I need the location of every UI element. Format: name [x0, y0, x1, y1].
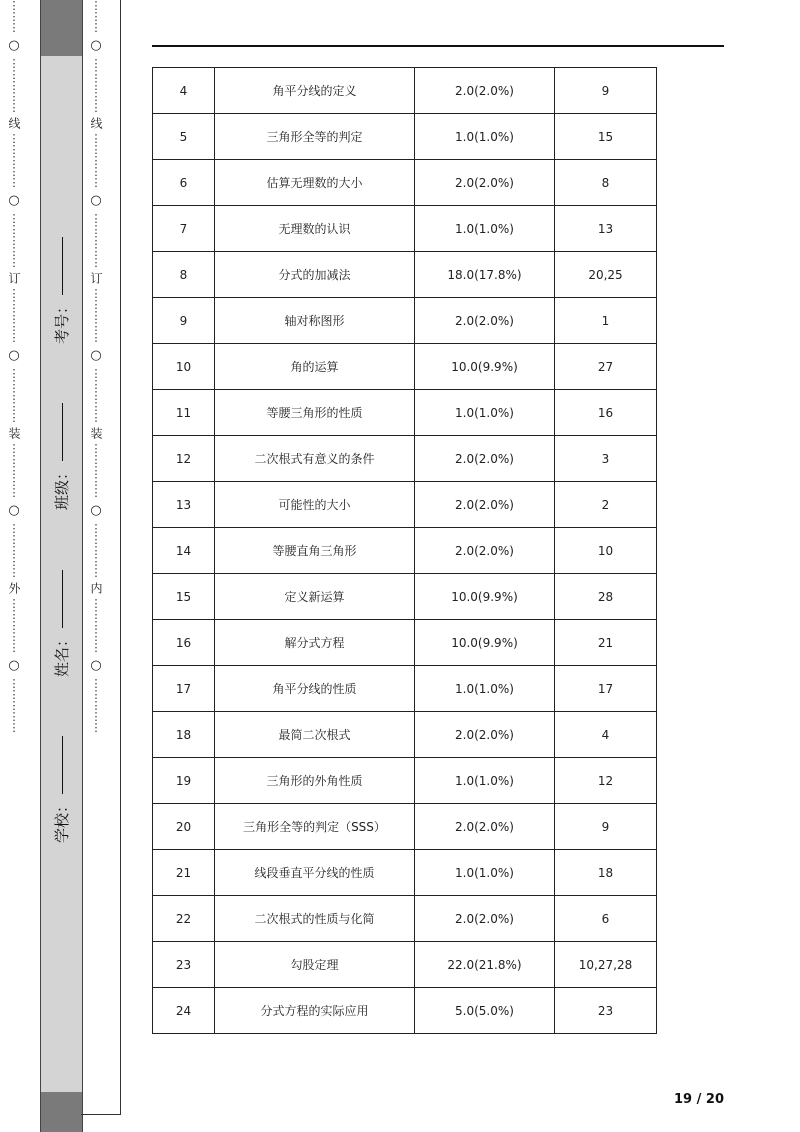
dot-separator: ⋮	[8, 154, 20, 167]
knowledge-point-cell: 角平分线的性质	[215, 666, 415, 712]
dot-separator: ⋮	[90, 442, 102, 455]
dot-separator: ⋮	[90, 132, 102, 145]
dot-separator: ⋮	[8, 223, 20, 236]
table-row	[153, 206, 657, 252]
dot-separator: ⋮	[8, 176, 20, 189]
knowledge-point-cell: 无理数的认识	[215, 206, 415, 252]
question-numbers-cell: 6	[555, 896, 657, 942]
score-percentage-cell: 10.0(9.9%)	[415, 574, 555, 620]
dot-separator: ⋮	[90, 101, 102, 114]
knowledge-point-cell: 三角形全等的判定（SSS）	[215, 804, 415, 850]
dot-separator: ⋮	[8, 143, 20, 156]
row-number-cell: 12	[153, 436, 215, 482]
dot-separator: ⋮	[90, 566, 102, 579]
dot-separator: ⋮	[8, 101, 20, 114]
knowledge-point-cell: 分式方程的实际应用	[215, 988, 415, 1034]
dot-separator: ⋮	[90, 522, 102, 535]
circle-mark-icon: ○	[90, 38, 102, 53]
dot-separator: ⋮	[90, 630, 102, 643]
dot-separator: ⋮	[90, 367, 102, 380]
dot-separator: ⋮	[90, 486, 102, 499]
question-numbers-cell: 16	[555, 390, 657, 436]
row-number-cell: 19	[153, 758, 215, 804]
question-numbers-cell: 1	[555, 298, 657, 344]
table-row	[153, 942, 657, 988]
score-percentage-cell: 1.0(1.0%)	[415, 114, 555, 160]
dot-separator: ⋮	[90, 453, 102, 466]
dot-separator: ⋮	[90, 234, 102, 247]
row-number-cell: 9	[153, 298, 215, 344]
circle-mark-icon: ○	[90, 503, 102, 518]
outer-binding-dots	[4, 0, 24, 1100]
question-numbers-cell: 18	[555, 850, 657, 896]
dot-separator: ⋮	[90, 176, 102, 189]
dot-separator: ⋮	[90, 57, 102, 70]
dot-separator: ⋮	[90, 165, 102, 178]
row-number-cell: 23	[153, 942, 215, 988]
dot-separator: ⋮	[90, 223, 102, 236]
dot-separator: ⋮	[90, 21, 102, 34]
dot-separator: ⋮	[8, 411, 20, 424]
table-row	[153, 712, 657, 758]
table-row	[153, 850, 657, 896]
dot-separator: ⋮	[8, 320, 20, 333]
dot-separator: ⋮	[8, 331, 20, 344]
score-percentage-cell: 2.0(2.0%)	[415, 482, 555, 528]
binding-mark: 装	[7, 427, 21, 439]
dot-separator: ⋮	[8, 699, 20, 712]
table-row	[153, 436, 657, 482]
dot-separator: ⋮	[8, 245, 20, 258]
knowledge-point-cell: 分式的加减法	[215, 252, 415, 298]
dot-separator: ⋮	[90, 90, 102, 103]
dot-separator: ⋮	[90, 475, 102, 488]
binding-mark: 线	[7, 117, 21, 129]
dot-separator: ⋮	[8, 475, 20, 488]
dot-separator: ⋮	[90, 699, 102, 712]
table-row	[153, 344, 657, 390]
table-row	[153, 574, 657, 620]
dot-separator: ⋮	[90, 68, 102, 81]
dot-separator: ⋮	[8, 298, 20, 311]
exam-number-field: 考号：	[51, 237, 72, 344]
row-number-cell: 24	[153, 988, 215, 1034]
binding-mark: 订	[7, 272, 21, 284]
row-number-cell: 13	[153, 482, 215, 528]
table-row	[153, 160, 657, 206]
dot-separator: ⋮	[90, 710, 102, 723]
table-row	[153, 252, 657, 298]
margin-border-line	[120, 0, 121, 1114]
binding-bar-top-block	[41, 0, 82, 56]
question-numbers-cell: 20,25	[555, 252, 657, 298]
school-blank[interactable]	[62, 736, 63, 794]
page-number: 19 / 20	[674, 1092, 724, 1107]
dot-separator: ⋮	[8, 68, 20, 81]
row-number-cell: 4	[153, 68, 215, 114]
dot-separator: ⋮	[90, 411, 102, 424]
row-number-cell: 14	[153, 528, 215, 574]
exam-number-blank[interactable]	[62, 237, 63, 295]
dot-separator: ⋮	[8, 132, 20, 145]
name-blank[interactable]	[62, 570, 63, 628]
knowledge-point-cell: 角的运算	[215, 344, 415, 390]
question-numbers-cell: 13	[555, 206, 657, 252]
dot-separator: ⋮	[90, 245, 102, 258]
dot-separator: ⋮	[8, 630, 20, 643]
dot-separator: ⋮	[90, 400, 102, 413]
dot-separator: ⋮	[90, 79, 102, 92]
class-blank[interactable]	[62, 403, 63, 461]
score-percentage-cell: 2.0(2.0%)	[415, 436, 555, 482]
knowledge-point-cell: 线段垂直平分线的性质	[215, 850, 415, 896]
inner-binding-dots	[86, 0, 106, 1100]
score-percentage-cell: 1.0(1.0%)	[415, 390, 555, 436]
knowledge-point-cell: 勾股定理	[215, 942, 415, 988]
binding-mark: 线	[89, 117, 103, 129]
dot-separator: ⋮	[90, 721, 102, 734]
student-info-fields	[44, 280, 78, 843]
question-numbers-cell: 10,27,28	[555, 942, 657, 988]
knowledge-point-cell: 估算无理数的大小	[215, 160, 415, 206]
row-number-cell: 17	[153, 666, 215, 712]
table-row	[153, 114, 657, 160]
row-number-cell: 7	[153, 206, 215, 252]
dot-separator: ⋮	[8, 309, 20, 322]
dot-separator: ⋮	[90, 256, 102, 269]
score-percentage-cell: 2.0(2.0%)	[415, 804, 555, 850]
table-row	[153, 988, 657, 1034]
dot-separator: ⋮	[90, 555, 102, 568]
dot-separator: ⋮	[8, 544, 20, 557]
dot-separator: ⋮	[8, 90, 20, 103]
knowledge-point-cell: 解分式方程	[215, 620, 415, 666]
circle-mark-icon: ○	[8, 348, 20, 363]
row-number-cell: 21	[153, 850, 215, 896]
binding-bar-bottom-block	[41, 1092, 82, 1132]
score-percentage-cell: 22.0(21.8%)	[415, 942, 555, 988]
table-row	[153, 390, 657, 436]
dot-separator: ⋮	[90, 608, 102, 621]
table-row	[153, 896, 657, 942]
score-percentage-cell: 2.0(2.0%)	[415, 528, 555, 574]
dot-separator: ⋮	[8, 486, 20, 499]
score-percentage-cell: 2.0(2.0%)	[415, 896, 555, 942]
dot-separator: ⋮	[8, 464, 20, 477]
question-numbers-cell: 17	[555, 666, 657, 712]
score-percentage-cell: 1.0(1.0%)	[415, 666, 555, 712]
dot-separator: ⋮	[8, 234, 20, 247]
score-percentage-cell: 10.0(9.9%)	[415, 344, 555, 390]
dot-separator: ⋮	[8, 453, 20, 466]
row-number-cell: 18	[153, 712, 215, 758]
circle-mark-icon: ○	[90, 193, 102, 208]
dot-separator: ⋮	[8, 619, 20, 632]
dot-separator: ⋮	[90, 619, 102, 632]
row-number-cell: 10	[153, 344, 215, 390]
row-number-cell: 5	[153, 114, 215, 160]
score-percentage-cell: 2.0(2.0%)	[415, 298, 555, 344]
score-percentage-cell: 1.0(1.0%)	[415, 850, 555, 896]
knowledge-point-cell: 轴对称图形	[215, 298, 415, 344]
dot-separator: ⋮	[8, 721, 20, 734]
dot-separator: ⋮	[8, 367, 20, 380]
dot-separator: ⋮	[8, 641, 20, 654]
dot-separator: ⋮	[90, 320, 102, 333]
dot-separator: ⋮	[8, 57, 20, 70]
binding-mark: 内	[89, 582, 103, 594]
knowledge-point-table	[152, 67, 657, 1034]
dot-separator: ⋮	[90, 464, 102, 477]
question-numbers-cell: 21	[555, 620, 657, 666]
dot-separator: ⋮	[8, 608, 20, 621]
dot-separator: ⋮	[8, 287, 20, 300]
dot-separator: ⋮	[8, 688, 20, 701]
binding-mark: 装	[89, 427, 103, 439]
question-numbers-cell: 27	[555, 344, 657, 390]
dot-separator: ⋮	[8, 555, 20, 568]
dot-separator: ⋮	[8, 165, 20, 178]
table-row	[153, 68, 657, 114]
dot-separator: ⋮	[90, 309, 102, 322]
dot-separator: ⋮	[90, 641, 102, 654]
binding-mark: 外	[7, 582, 21, 594]
dot-separator: ⋮	[8, 677, 20, 690]
knowledge-point-cell: 等腰直角三角形	[215, 528, 415, 574]
row-number-cell: 20	[153, 804, 215, 850]
dot-separator: ⋮	[8, 522, 20, 535]
dot-separator: ⋮	[8, 212, 20, 225]
table-row	[153, 482, 657, 528]
dot-separator: ⋮	[8, 442, 20, 455]
dot-separator: ⋮	[8, 597, 20, 610]
table-row	[153, 620, 657, 666]
dot-separator: ⋮	[90, 287, 102, 300]
dot-separator: ⋮	[8, 710, 20, 723]
school-field: 学校：	[51, 736, 72, 843]
dot-separator: ⋮	[90, 10, 102, 23]
dot-separator: ⋮	[90, 154, 102, 167]
dot-separator: ⋮	[90, 677, 102, 690]
knowledge-point-cell: 三角形全等的判定	[215, 114, 415, 160]
circle-mark-icon: ○	[8, 38, 20, 53]
row-number-cell: 15	[153, 574, 215, 620]
dot-separator: ⋮	[90, 378, 102, 391]
question-numbers-cell: 3	[555, 436, 657, 482]
table-row	[153, 804, 657, 850]
table-row	[153, 666, 657, 712]
circle-mark-icon: ○	[8, 503, 20, 518]
dot-separator: ⋮	[8, 0, 20, 12]
dot-separator: ⋮	[90, 544, 102, 557]
dot-separator: ⋮	[90, 298, 102, 311]
row-number-cell: 8	[153, 252, 215, 298]
score-percentage-cell: 2.0(2.0%)	[415, 68, 555, 114]
score-percentage-cell: 18.0(17.8%)	[415, 252, 555, 298]
header-rule	[152, 45, 724, 47]
dot-separator: ⋮	[90, 688, 102, 701]
knowledge-point-cell: 最简二次根式	[215, 712, 415, 758]
question-numbers-cell: 15	[555, 114, 657, 160]
question-numbers-cell: 28	[555, 574, 657, 620]
question-numbers-cell: 9	[555, 804, 657, 850]
dot-separator: ⋮	[8, 256, 20, 269]
score-percentage-cell: 2.0(2.0%)	[415, 160, 555, 206]
dot-separator: ⋮	[90, 331, 102, 344]
knowledge-point-cell: 定义新运算	[215, 574, 415, 620]
knowledge-point-cell: 可能性的大小	[215, 482, 415, 528]
knowledge-point-cell: 三角形的外角性质	[215, 758, 415, 804]
dot-separator: ⋮	[8, 21, 20, 34]
dot-separator: ⋮	[8, 533, 20, 546]
score-percentage-cell: 2.0(2.0%)	[415, 712, 555, 758]
class-field: 班级：	[51, 403, 72, 510]
row-number-cell: 22	[153, 896, 215, 942]
question-numbers-cell: 10	[555, 528, 657, 574]
circle-mark-icon: ○	[90, 348, 102, 363]
question-numbers-cell: 23	[555, 988, 657, 1034]
table-row	[153, 298, 657, 344]
dot-separator: ⋮	[90, 0, 102, 12]
score-percentage-cell: 1.0(1.0%)	[415, 206, 555, 252]
margin-border-bottom	[81, 1114, 121, 1115]
circle-mark-icon: ○	[8, 658, 20, 673]
dot-separator: ⋮	[90, 143, 102, 156]
question-numbers-cell: 12	[555, 758, 657, 804]
table-row	[153, 528, 657, 574]
score-percentage-cell: 5.0(5.0%)	[415, 988, 555, 1034]
dot-separator: ⋮	[90, 597, 102, 610]
row-number-cell: 16	[153, 620, 215, 666]
question-numbers-cell: 9	[555, 68, 657, 114]
row-number-cell: 6	[153, 160, 215, 206]
dot-separator: ⋮	[90, 389, 102, 402]
dot-separator: ⋮	[90, 533, 102, 546]
knowledge-point-cell: 二次根式的性质与化简	[215, 896, 415, 942]
question-numbers-cell: 2	[555, 482, 657, 528]
binding-mark: 订	[89, 272, 103, 284]
dot-separator: ⋮	[8, 79, 20, 92]
knowledge-point-cell: 角平分线的定义	[215, 68, 415, 114]
dot-separator: ⋮	[8, 566, 20, 579]
dot-separator: ⋮	[90, 212, 102, 225]
dot-separator: ⋮	[8, 10, 20, 23]
score-percentage-cell: 1.0(1.0%)	[415, 758, 555, 804]
dot-separator: ⋮	[8, 389, 20, 402]
dot-separator: ⋮	[8, 400, 20, 413]
question-numbers-cell: 8	[555, 160, 657, 206]
question-numbers-cell: 4	[555, 712, 657, 758]
name-field: 姓名：	[51, 570, 72, 677]
knowledge-point-cell: 等腰三角形的性质	[215, 390, 415, 436]
knowledge-point-cell: 二次根式有意义的条件	[215, 436, 415, 482]
dot-separator: ⋮	[8, 378, 20, 391]
circle-mark-icon: ○	[90, 658, 102, 673]
score-percentage-cell: 10.0(9.9%)	[415, 620, 555, 666]
row-number-cell: 11	[153, 390, 215, 436]
circle-mark-icon: ○	[8, 193, 20, 208]
table-row	[153, 758, 657, 804]
